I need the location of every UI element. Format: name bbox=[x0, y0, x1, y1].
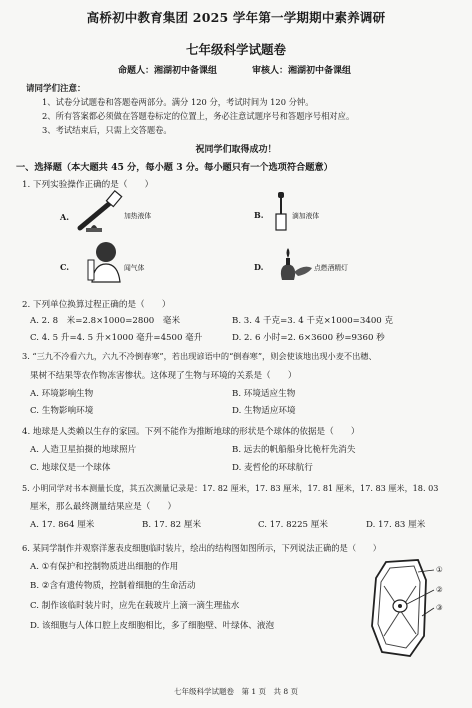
exam-title: 高桥初中教育集团 2025 学年第一学期期中素养调研 bbox=[86, 10, 386, 25]
q2-option-d: D. 2. 6 小时=2. 6×3600 秒=9360 秒 bbox=[232, 333, 385, 343]
q5-option-d: D. 17. 83 厘米 bbox=[366, 520, 426, 530]
q4-option-a: A. 人造卫星拍摄的地球照片 bbox=[30, 445, 137, 455]
good-luck-text: 祝同学们取得成功！ bbox=[195, 145, 277, 155]
q6-option-d: D. 该细胞与人体口腔上皮细胞相比，多了细胞壁、叶绿体、液泡 bbox=[30, 621, 275, 631]
q6-option-b: B. ②含有遗传物质，控制着细胞的生命活动 bbox=[30, 581, 196, 591]
question-5-stem-line2: 厘米，那么最终测量结果应是（ ） bbox=[30, 502, 177, 512]
question-4-stem: 4. 地球是人类赖以生存的家园。下列不能作为推断地球的形状是个球体的依据是（ ） bbox=[22, 427, 360, 437]
notice-heading: 请同学们注意： bbox=[26, 84, 86, 94]
q1-option-d-label: D. bbox=[254, 262, 264, 272]
q5-option-a: A. 17. 864 厘米 bbox=[30, 520, 95, 530]
notice-item-2: 2、所有答案都必须做在答题卷标定的位置上，务必注意试题序号和答题序号相对应。 bbox=[42, 111, 355, 121]
q3-option-c: C. 生物影响环境 bbox=[30, 406, 94, 416]
exam-subtitle: 七年级科学试题卷 bbox=[185, 42, 286, 57]
q4-option-d: D. 麦哲伦的环球航行 bbox=[232, 463, 313, 473]
reviewer-label: 审核人：湘湖初中备课组 bbox=[252, 66, 352, 76]
q5-option-c: C. 17. 8225 厘米 bbox=[258, 520, 328, 530]
cell-label-3: ③ bbox=[436, 603, 443, 612]
q1-caption-d: 点燃酒精灯 bbox=[314, 264, 348, 272]
question-1-stem: 1. 下列实验操作正确的是（ ） bbox=[22, 180, 154, 190]
q1-option-b-label: B. bbox=[254, 210, 264, 220]
cell-label-1: ① bbox=[436, 565, 443, 574]
q4-option-c: C. 地球仪是一个球体 bbox=[30, 463, 111, 473]
q6-option-c: C. 制作该临时装片时，应先在载玻片上滴一滴生理盐水 bbox=[30, 601, 240, 611]
q3-option-a: A. 环境影响生物 bbox=[30, 389, 94, 399]
question-3-stem-line1: 3. “三九不冷看六九，六九不冷倒春寒”，若出现谚语中的“倒春寒”，则会使该地出现小麦不出穗、 bbox=[22, 351, 377, 361]
page-footer: 七年级科学试题卷 第 1 页 共 8 页 bbox=[173, 687, 299, 696]
lighting-alcohol-lamp-illustration bbox=[268, 240, 316, 282]
question-3-stem-line2: 果树不结果等农作物冻害惨状。这体现了生物与环境的关系是（ ） bbox=[30, 371, 297, 381]
q1-caption-a: 加热液体 bbox=[124, 212, 152, 220]
q2-option-c: C. 4. 5 升=4. 5 升×1000 毫升=4500 毫升 bbox=[30, 333, 203, 343]
q2-option-a: A. 2. 8 米=2.8×1000=2800 毫米 bbox=[30, 316, 181, 326]
heating-liquid-illustration bbox=[76, 190, 124, 232]
q4-option-b: B. 远去的帆船船身比桅杆先消失 bbox=[232, 445, 356, 455]
q3-option-b: B. 环境适应生物 bbox=[232, 389, 296, 399]
section-heading: 一、选择题（本大题共 45 分，每小题 3 分。每小题只有一个选项符合题意） bbox=[16, 162, 333, 173]
notice-item-3: 3、考试结束后，只需上交答题卷。 bbox=[42, 125, 172, 135]
author-label: 命题人：湘湖初中备课组 bbox=[118, 66, 218, 76]
q1-option-c-label: C. bbox=[60, 262, 70, 272]
question-6-stem: 6. 某同学制作并观察洋葱表皮细胞临时装片，绘出的结构图如图所示，下列说法正确的是（ ） bbox=[22, 543, 382, 553]
q5-option-b: B. 17. 82 厘米 bbox=[142, 520, 202, 530]
q1-caption-c: 闻气体 bbox=[124, 264, 145, 272]
question-5-stem-line1: 5. 小明同学对书本测量长度，其五次测量记录是：17. 82 厘米，17. 83 厘米，17. 81 厘米，17. 83 厘米，18. 03 bbox=[22, 483, 439, 493]
question-2-stem: 2. 下列单位换算过程正确的是（ ） bbox=[22, 300, 171, 310]
smelling-gas-illustration bbox=[84, 240, 124, 282]
q1-option-a-label: A. bbox=[60, 212, 69, 222]
cell-label-2: ② bbox=[436, 585, 443, 594]
notice-item-1: 1、试卷分试题卷和答题卷两部分。满分 120 分，考试时间为 120 分钟。 bbox=[42, 97, 314, 107]
q3-option-d: D. 生物适应环境 bbox=[232, 406, 296, 416]
q1-caption-b: 滴加液体 bbox=[292, 212, 320, 220]
q6-option-a: A. ①有保护和控制物质进出细胞的作用 bbox=[30, 562, 179, 572]
q2-option-b: B. 3. 4 千克=3. 4 千克×1000=3400 克 bbox=[232, 316, 394, 326]
